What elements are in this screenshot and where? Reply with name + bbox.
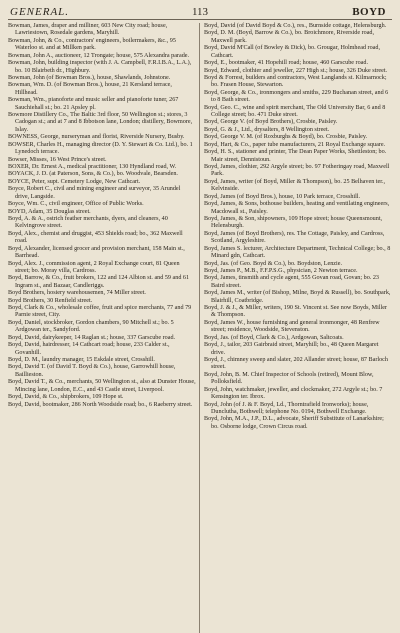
directory-entry: Boyd, E., bootmaker, 41 Hopehill road; house, 460 Garscube road. bbox=[204, 60, 368, 67]
directory-entry: Boyd, John, M.A., J.P., D.L., advocate, Sheriff Substitute of Lanarkshire; bo. Osborne lodge, Crown Circus road. bbox=[204, 416, 384, 430]
directory-entry: Boyd, David T., & Co., merchants, 50 Wellington st., also at Dunster House, Mincing lane, London, E.C., and 43 Castle street, Liverpool. bbox=[8, 379, 196, 393]
page-number: 113 bbox=[191, 6, 209, 18]
directory-entry: Boyd Brothers, hosiery warehousemen, 74 Miller street. bbox=[8, 290, 146, 297]
directory-entry: Boyd, J. & J., & Miller, writers, 190 St. Vincent st. See now Boyds, Miller & Thompson. bbox=[204, 305, 387, 319]
directory-entry: Boyd, Hart, & Co., paper tube manufacturers, 21 Royal Exchange square. bbox=[204, 141, 386, 148]
directory-entry: Boyd, James M., writer (of Bishop, Milne, Boyd & Russell), bo. Southpark, Blairhill, Coatbridge. bbox=[204, 290, 391, 304]
directory-entry: Boyd, James W., house furnishing and general ironmonger, 48 Renfrew street; residence, Woodside, Stevenston. bbox=[204, 319, 380, 334]
directory-entry: Boyd, Clark & Co., wholesale coffee, fruit and spice merchants, 77 and 79 Parnie street, City. bbox=[8, 305, 192, 319]
section-title: GENERAL. bbox=[10, 6, 70, 18]
directory-entry: BOWSER, Charles H., managing director (D. Y. Stewart & Co. Ltd.), bo. 1 Lynedoch terrace. bbox=[8, 141, 193, 156]
directory-entry: Boyd, J., tailor, 203 Gairbraid street, Maryhill; bo., 48 Queen Margaret drive. bbox=[204, 342, 379, 356]
directory-entry: Boyd, Barrow, & Co., fruit brokers, 122 and 124 Albion st. and 59 and 61 Ingram st., and Bazaar, Candleriggs. bbox=[8, 275, 190, 289]
directory-entry: Bowman, John A., auctioneer, 12 Trongate; house, 575 Alexandra parade. bbox=[8, 52, 190, 59]
directory-entry: Bowman, John, building inspector (with J. A. Campbell, F.R.I.B.A., L.A.), bo. 10 Blairbeth dr., Highbury. bbox=[8, 60, 192, 74]
directory-entry: Boyd, James S. lecturer, Architecture Department, Technical College; bo., 8 Minard gdn, Cathcart. bbox=[204, 245, 391, 260]
directory-entry: Boyd, James, & Sons, bothouse builders, heating and ventilating engineers, Macdowall st., Paisley. bbox=[204, 201, 390, 215]
directory-entry: Boyd, James P., M.B., F.F.P.S.G., physician, 2 Newton terrace. bbox=[204, 267, 358, 274]
directory-entry: BOYD, Adam, 35 Douglas street. bbox=[8, 208, 91, 215]
directory-entry: Boyd, John, watchmaker, jeweller, and clockmaker, 272 Argyle st.; bo. 7 Kensington ter. Ibrox. bbox=[204, 386, 383, 401]
directory-entry: Bowmore Distillery Co., The Baltic 3rd floor, 50 Wellington st.; stores, 3 Cadogan st.; and at 7 and 8 Ibbotson lane, London; distillery, Bowmore, Islay. bbox=[8, 112, 193, 133]
directory-entry: BOYACK, J. D. (at Paterson, Sons, & Co.), bo. Woodvale, Bearsden. bbox=[8, 171, 178, 178]
directory-entry: Boyd, John, B. M. Chief Inspector of Schools (retired), Mount Blow, Polloksfield. bbox=[204, 371, 374, 386]
directory-entry: Boyd, Edward, clothier and jeweller, 227 High st.; house, 326 Duke street. bbox=[204, 67, 388, 74]
directory-entry: Boyd, David M'Call (of Bowley & Dick), bo. Grougar, Holmhead road, Cathcart. bbox=[204, 45, 381, 59]
page-header bbox=[8, 6, 392, 20]
directory-entry: Boyd, Alex. J., commission agent, 2 Royal Exchange court, 81 Queen street; bo. Moray villa, Cardross. bbox=[8, 260, 180, 274]
directory-entry: Boyd Brothers, 30 Renfield street. bbox=[8, 297, 93, 304]
directory-entry: Boyd, David, & Co., shipbrokers, 109 Hope st. bbox=[8, 394, 124, 401]
directory-entry: Boyd, Alexander, licensed grocer and provision merchant, 158 Main st., Barrhead. bbox=[8, 245, 185, 260]
running-head: BOYD bbox=[352, 6, 386, 18]
directory-entry: Boyd, David (of David Boyd & Co.), res., Burnside cottage, Helensburgh. bbox=[204, 23, 387, 29]
directory-entry: Bowman, John, & Co., contractors' engineers, boilermakers, &c., 95 Waterloo st. and at Millken park. bbox=[8, 37, 176, 52]
directory-entry: Boyd, A. & A., ostrich feather merchants, dyers, and cleaners, 40 Kelvingrove street. bbox=[8, 215, 168, 230]
directory-entry: Boyd, James (of Boyd Brothers), res. The Cottage, Paisley, and Cardross, Scotland, Argyleshire. bbox=[204, 230, 385, 245]
column-divider bbox=[199, 23, 200, 633]
directory-entry: Boyd, James (of Boyd Bros.), house, 10 Park terrace, Crosshill. bbox=[204, 193, 361, 200]
directory-entry: Bowman, James, draper and milliner, 603 New City road; house, Lawriestown, Rosedale gardens, Maryhill. bbox=[8, 23, 168, 37]
directory-entry: Boyd, George, & Co., ironmongers and smiths, 229 Buchanan street, and 6 to 8 Bath street. bbox=[204, 89, 389, 104]
directory-entry: Boyd, John (of J. & F. Boyd, Ld., Thorntrafield Ironworks); house, Dunclutha, Bothwell; telephone No. 0194, Bothwell Exchange. bbox=[204, 401, 369, 415]
directory-entry: BOXER, Dr. Ernest A., medical practitioner, 130 Hyndland road, W. bbox=[8, 164, 177, 171]
directory-entry: Boyd, David, bootmaker, 286 North Woodside road; bo., 6 Raeberry street. bbox=[8, 401, 193, 408]
directory-entry: BOYCE, Peter, supt. Cemetery Lodge, New Cathcart. bbox=[8, 178, 141, 185]
directory-entry: Boyd, George V. M. (of Roxburghs & Boyd), bo. Crosbie, Paisley. bbox=[204, 134, 368, 141]
right-column bbox=[204, 23, 392, 431]
directory-entry: Boyd, David, hairdresser, 14 Cathcart road; house, 233 Calder st., Govanhill. bbox=[8, 342, 170, 356]
directory-entry: Boyd, James, & Son, shipowners, 109 Hope street; house Queensmount, Helensburgh. bbox=[204, 215, 383, 230]
left-column bbox=[8, 23, 196, 409]
directory-entry: Boyd & Forrest, builders and contractors, West Langlands st. Kilmarnock; bo. Frasen House, Stewarton. bbox=[204, 74, 387, 89]
directory-entry: Boyd, James, writer (of Boyd, Miller & Thompson), bo. 25 Belhaven ter., Kelvinside. bbox=[204, 178, 386, 193]
directory-entry: Boyce, Robert C., civil and mining engineer and surveyor, 35 Arundel drive, Langside. bbox=[8, 186, 181, 200]
directory-entry: Boyd, D. M., laundry manager, 15 Eskdale street, Crosshill. bbox=[8, 356, 155, 363]
directory-entry: Boyd, James, clothier, 292 Argyle street; bo. 97 Fotheringay road, Maxwell Park. bbox=[204, 164, 390, 178]
directory-entry: Boyd, David T. (of David T. Boyd & Co.), house, Garrowhill house, Baillieston. bbox=[8, 364, 176, 378]
directory-entry: BOWNESS, George, nurseryman and florist, Riverside Nursery, Busby. bbox=[8, 134, 185, 141]
directory-entry: Bowser, Misses, 16 West Prince's street. bbox=[8, 156, 107, 163]
directory-entry: Boyd, Daniel, stockbroker, Gordon chambers, 90 Mitchell st.; bo. 5 Ardgowan ter., Sandyford. bbox=[8, 319, 174, 334]
directory-entry: Bowman, John (of Bowman Bros.), house, Shawlands, Johnstone. bbox=[8, 74, 171, 81]
directory-entry: Boyd, Jas. (of Boyd, Clark & Co.), Ardgowan, Saltcoats. bbox=[204, 334, 344, 341]
directory-entry: Boyd, G. & J., Ltd., drysalters, 8 Wellington street. bbox=[204, 126, 330, 133]
directory-entry: Boyd, J., chimney sweep and slater, 202 Allander street; house, 87 Barloch street. bbox=[204, 356, 388, 371]
directory-entry: Bowman, Wm., pianoforte and music seller and pianoforte tuner, 267 Sauchiehall st.; bo. 21 Apsley pl. bbox=[8, 97, 179, 111]
directory-entry: Boyd, David, dairykeeper, 14 Raglan st.; house, 337 Garscube road. bbox=[8, 334, 176, 341]
directory-entry: Boyce, Wm. C., civil engineer, Office of Public Works. bbox=[8, 201, 144, 208]
directory-entry: Boyd, George V. (of Boyd Brothers), Crosbie, Paisley. bbox=[204, 119, 338, 126]
directory-entry: Boyd, D. M. (Boyd, Barrow & Co.), bo. Broichmore, Riverside road, Maxwell park. bbox=[204, 30, 375, 44]
directory-entry: Boyd, James, tinsmith and cycle agent, 555 Govan road, Govan; bo. 23 Baird street. bbox=[204, 275, 379, 289]
directory-entry: Bowman, Wm. D. (of Bowman Bros.), house, 21 Kersland terrace, Hillhead. bbox=[8, 82, 172, 96]
directory-entry: Boyd, H. S., stationer and printer, The Dean Paper Works, Shettleston; bo. Mair street, Dennistoun. bbox=[204, 149, 387, 163]
directory-entry: Boyd, Jas. (of Geo. Boyd & Co.), bo. Boydston, Lenzie. bbox=[204, 260, 342, 267]
directory-entry: Boyd, Geo. C., wine and spirit merchant, The Old University Bar, 6 and 8 College street; bo. 471 Duke street. bbox=[204, 104, 386, 119]
directory-entry: Boyd, Alex., chemist and druggist, 453 Shields road; bo., 362 Maxwell road. bbox=[8, 230, 183, 245]
